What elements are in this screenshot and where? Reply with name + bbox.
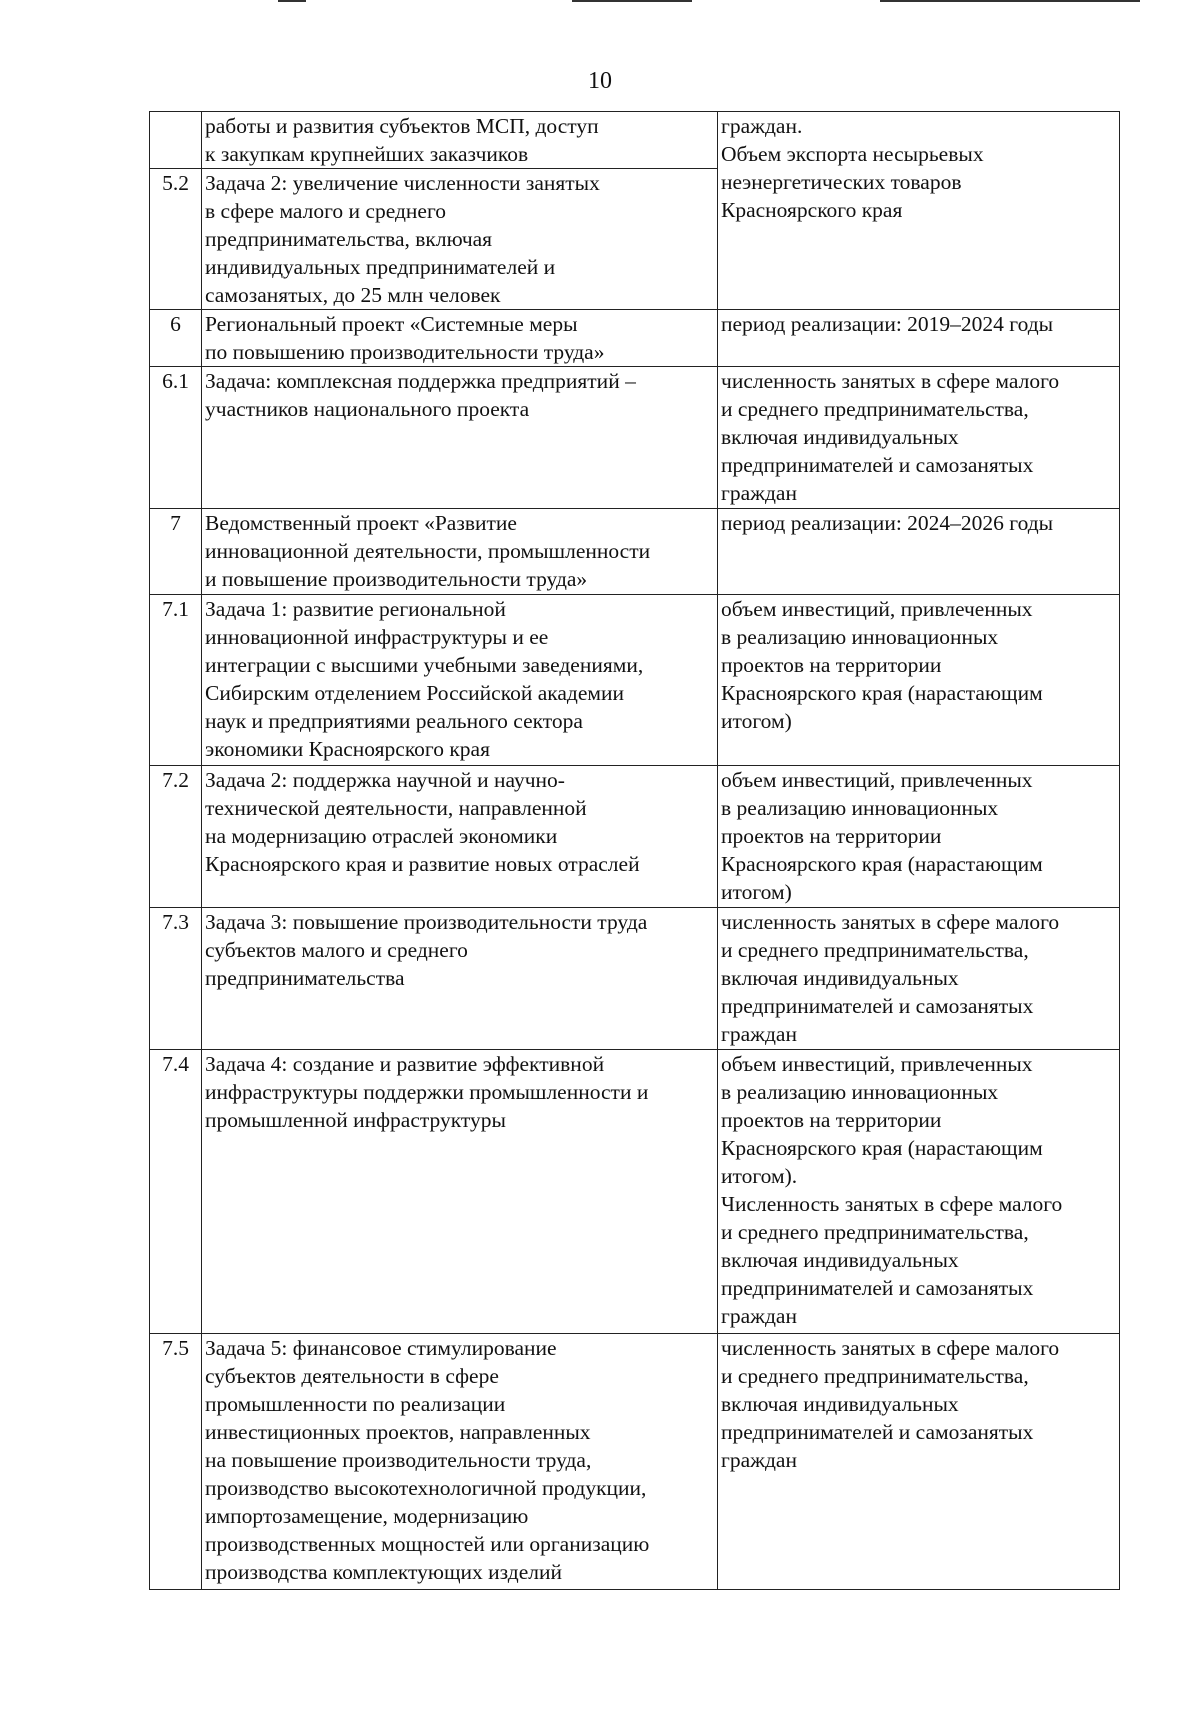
table-row [150,595,1120,766]
table-row [150,367,1120,509]
row-number: 6.1 [150,367,202,509]
row-number [150,112,202,169]
row-number: 7.3 [150,908,202,1050]
task-cell: работы и развития субъектов МСП, доступ к закупкам крупнейших заказчиков [202,112,718,169]
row-number: 6 [150,310,202,367]
table-row [150,766,1120,908]
task-cell: Задача 1: развитие региональной инновационной инфраструктуры и ее интеграции с высшими учебными заведениями, Сибирским отделением Российской академии наук и предприятиями реального сектора экономики Красноярского края [202,595,718,766]
task-cell: Задача 2: увеличение численности занятых в сфере малого и среднего предпринимательства, включая индивидуальных предпринимателей и самозанятых, до 25 млн человек [202,169,718,310]
scan-artifact-mid [572,0,692,2]
indicator-cell: объем инвестиций, привлеченных в реализацию инновационных проектов на территории Красноярского края (нарастающим итогом) [718,766,1120,908]
indicator-cell: численность занятых в сфере малого и среднего предпринимательства, включая индивидуальных предпринимателей и самозанятых граждан [718,908,1120,1050]
measures-table [149,111,1120,1590]
table-row [150,112,1120,169]
indicator-cell: объем инвестиций, привлеченных в реализацию инновационных проектов на территории Красноярского края (нарастающим итогом) [718,595,1120,766]
indicator-cell: период реализации: 2019–2024 годы [718,310,1120,367]
task-cell: Задача 4: создание и развитие эффективной инфраструктуры поддержки промышленности и промышленной инфраструктуры [202,1050,718,1334]
table-row [150,908,1120,1050]
table-row [150,1050,1120,1334]
task-cell: Задача 2: поддержка научной и научно- технической деятельности, направленной на модернизацию отраслей экономики Красноярского края и развитие новых отраслей [202,766,718,908]
row-number: 7.5 [150,1334,202,1590]
row-number: 7.2 [150,766,202,908]
row-number: 7.4 [150,1050,202,1334]
task-cell: Задача 5: финансовое стимулирование субъектов деятельности в сфере промышленности по реализации инвестиционных проектов, направленных на повышение производительности труда, производство высокотехнологичной продукции, импортозамещение, модернизацию производственных мощностей или организацию производства комплектующих изделий [202,1334,718,1590]
scan-artifact-left [278,0,306,2]
indicator-cell: объем инвестиций, привлеченных в реализацию инновационных проектов на территории Красноярского края (нарастающим итогом). Численность занятых в сфере малого и среднего предпринимательства, включая индивидуальных предпринимателей и самозанятых граждан [718,1050,1120,1334]
task-cell: Региональный проект «Системные меры по повышению производительности труда» [202,310,718,367]
scan-artifact-right [880,0,1140,2]
indicator-cell: период реализации: 2024–2026 годы [718,509,1120,595]
table-row [150,509,1120,595]
page-number: 10 [588,68,612,94]
row-number: 7 [150,509,202,595]
row-number: 5.2 [150,169,202,310]
indicator-cell: численность занятых в сфере малого и среднего предпринимательства, включая индивидуальных предпринимателей и самозанятых граждан [718,1334,1120,1590]
table-row [150,1334,1120,1590]
row-number: 7.1 [150,595,202,766]
task-cell: Ведомственный проект «Развитие инновационной деятельности, промышленности и повышение производительности труда» [202,509,718,595]
table-row [150,310,1120,367]
task-cell: Задача: комплексная поддержка предприятий – участников национального проекта [202,367,718,509]
indicator-cell: граждан. Объем экспорта несырьевых неэнергетических товаров Красноярского края [718,112,1120,310]
task-cell: Задача 3: повышение производительности труда субъектов малого и среднего предпринимательства [202,908,718,1050]
indicator-cell: численность занятых в сфере малого и среднего предпринимательства, включая индивидуальных предпринимателей и самозанятых граждан [718,367,1120,509]
